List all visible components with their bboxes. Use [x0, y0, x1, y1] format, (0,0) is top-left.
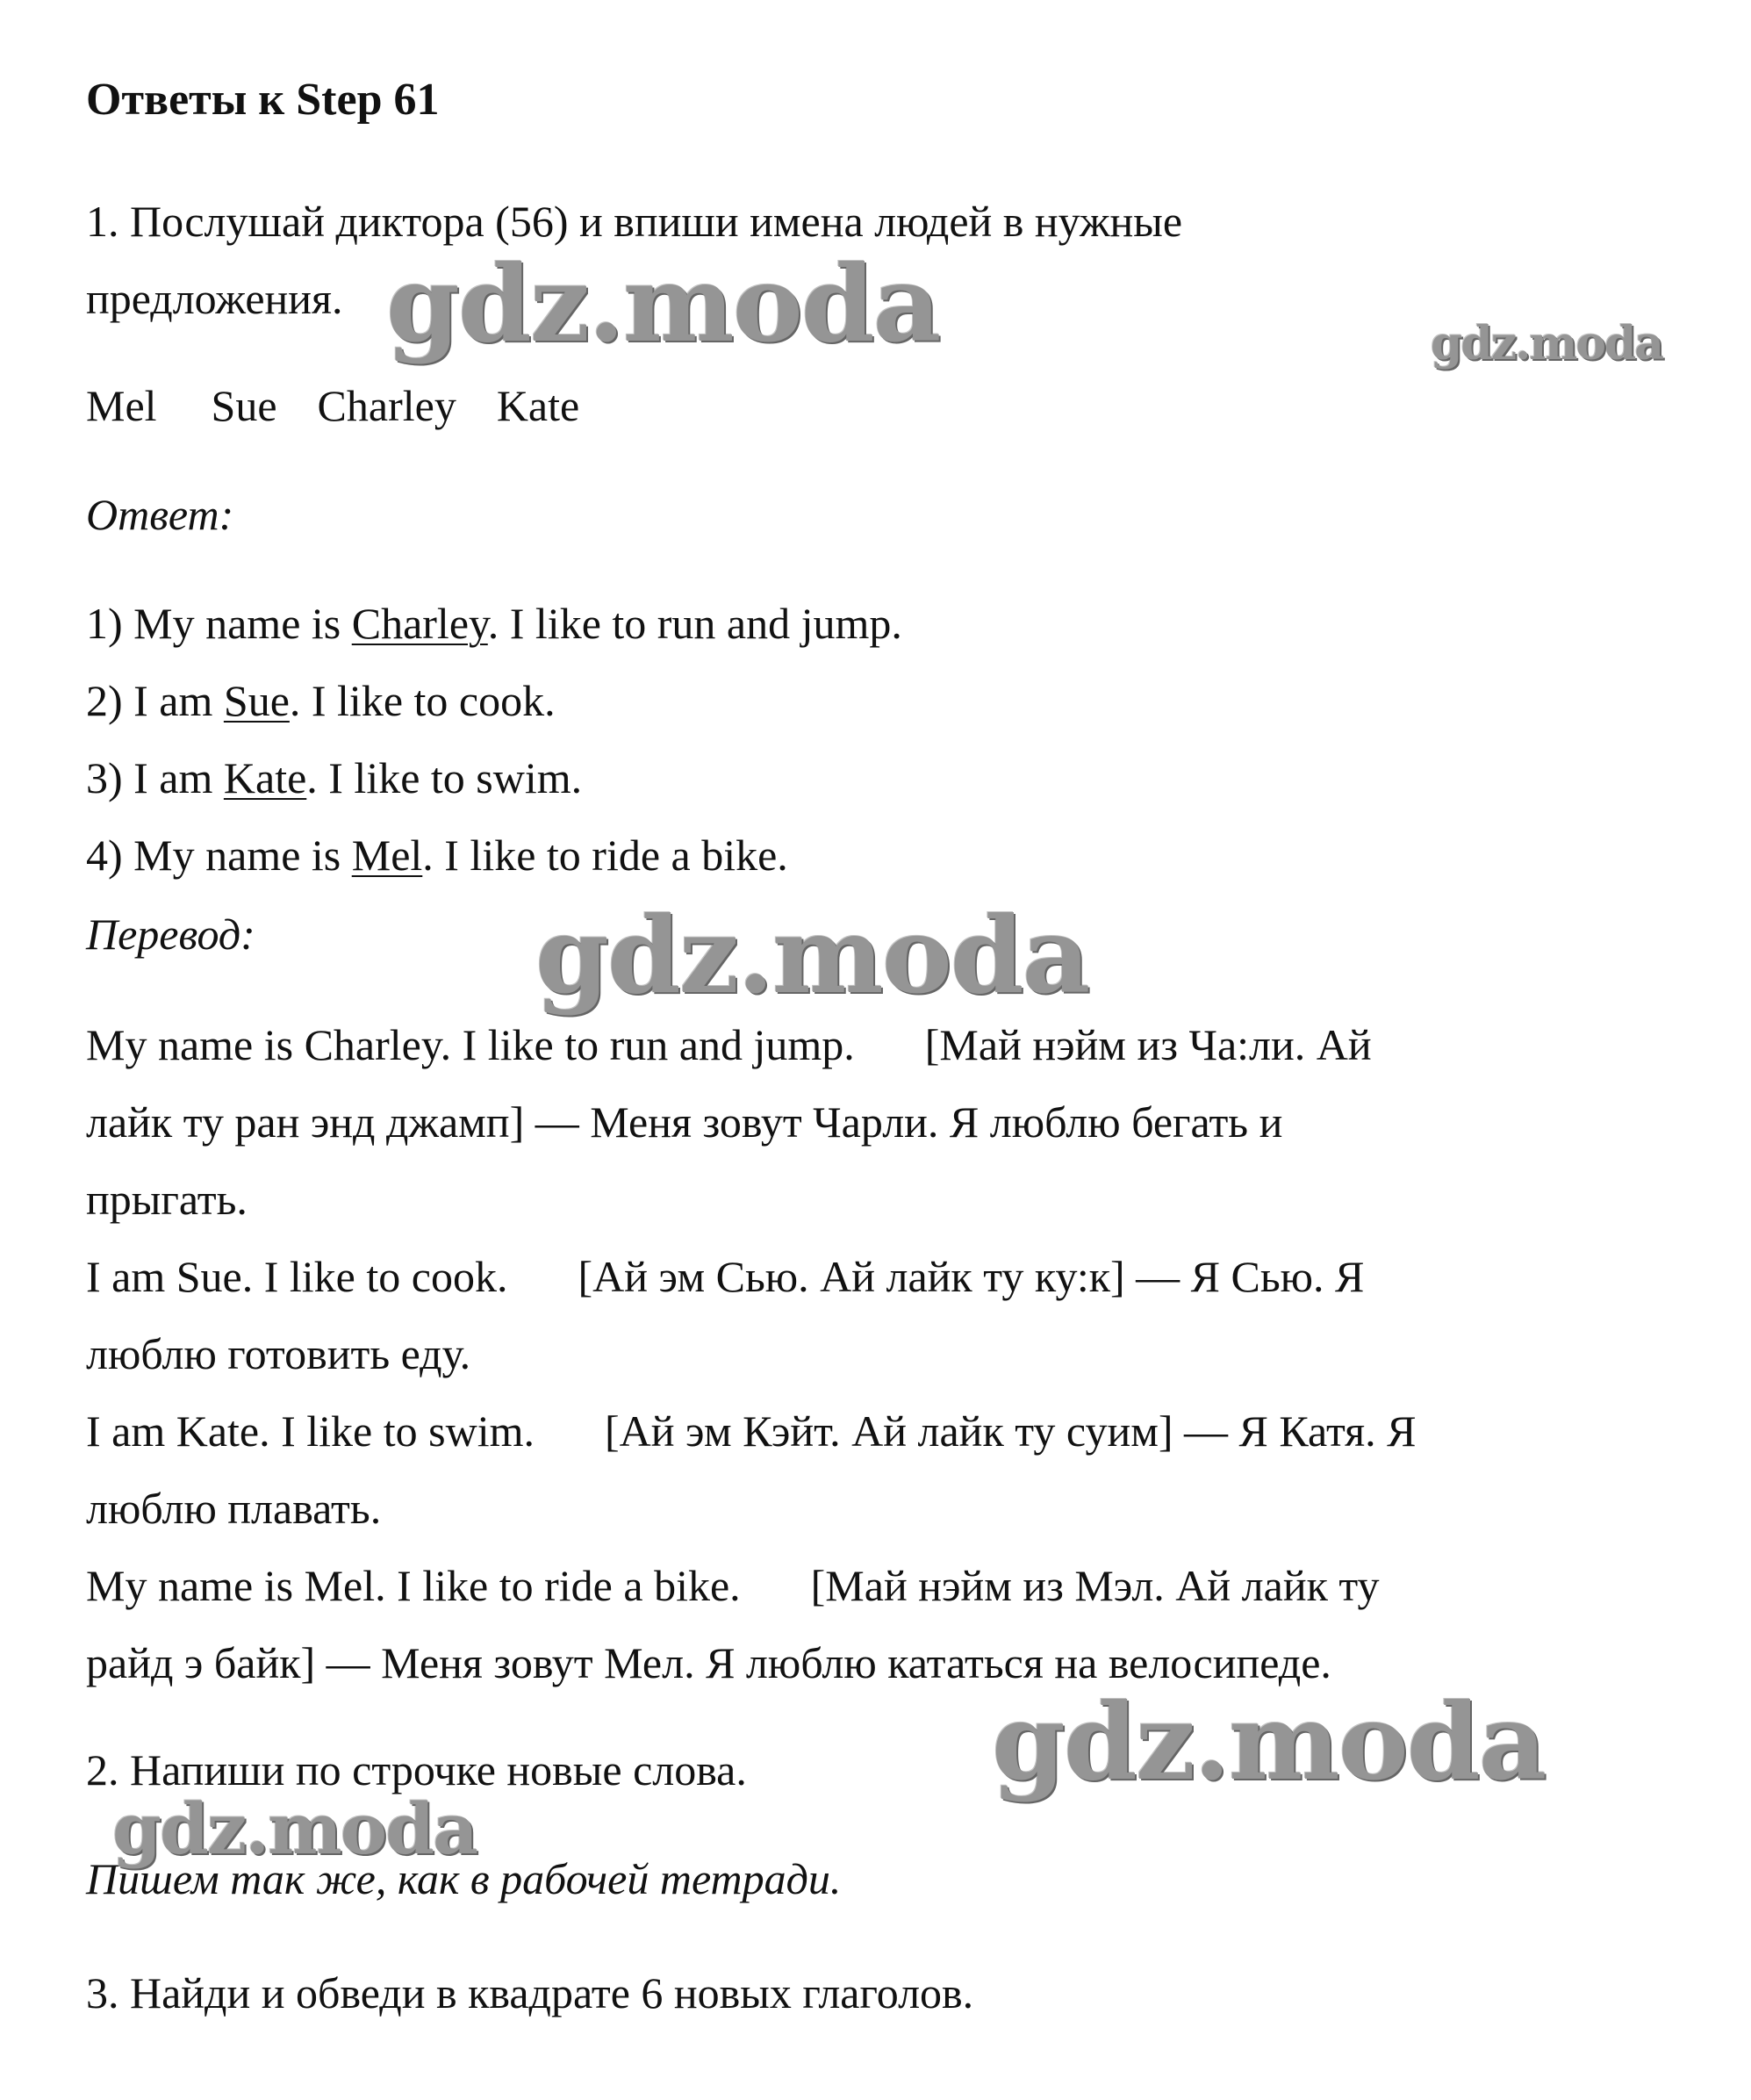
translation-line	[86, 1173, 248, 1226]
answer-name: Kate	[223, 753, 307, 802]
translation-line	[86, 1018, 1372, 1071]
watermark: gdz.moda	[112, 1787, 477, 1870]
answer-text: 4) My name is	[86, 831, 352, 880]
answer-name: Sue	[223, 676, 290, 725]
answer-line	[86, 829, 788, 881]
answer-text: . I like to ride a bike.	[422, 831, 788, 880]
translation-ru: [Май нэйм из Ча:ли. Ай	[924, 1020, 1372, 1069]
watermark: gdz.moda	[386, 242, 940, 366]
task3-prompt: 3. Найди и обведи в квадрате 6 новых глаголов.	[86, 1968, 974, 2017]
answer-text: 2) I am	[86, 676, 224, 725]
task2-answer: Пишем так же, как в рабочей тетради.	[86, 1854, 842, 1903]
answer-text: 3) I am	[86, 753, 224, 802]
answer-text: 1) My name is	[86, 599, 352, 648]
translation-label: Перевод:	[86, 910, 255, 959]
task1-prompt-line1: 1. Послушай диктора (56) и впиши имена людей в нужные	[86, 197, 1183, 246]
answer-line	[86, 752, 582, 804]
translation-ru: люблю готовить еду.	[86, 1329, 471, 1378]
name-word: Mel	[86, 381, 157, 430]
translation-line	[86, 1559, 1380, 1612]
translation-ru: прыгать.	[86, 1175, 248, 1224]
name-word: Kate	[496, 381, 580, 430]
answer-name: Charley	[351, 599, 488, 648]
name-word: Charley	[317, 381, 456, 430]
translation-line	[86, 1482, 381, 1535]
name-word: Sue	[211, 381, 277, 430]
translation-ru: [Ай эм Сью. Ай лайк ту ку:к] — Я Сью. Я	[578, 1252, 1365, 1301]
page-title: Ответы к Step 61	[86, 75, 440, 125]
translation-ru: лайк ту ран энд джамп] — Меня зовут Чарли. Я люблю бегать и	[86, 1097, 1283, 1147]
translation-en: I am Sue. I like to cook.	[86, 1252, 508, 1301]
answer-line	[86, 674, 556, 727]
answer-text: . I like to run and jump.	[487, 599, 902, 648]
answer-text: . I like to swim.	[306, 753, 583, 802]
translation-en: I am Kate. I like to swim.	[86, 1406, 535, 1456]
translation-en: My name is Mel. I like to ride a bike.	[86, 1561, 741, 1610]
translation-line	[86, 1250, 1364, 1303]
task1-prompt-line2: предложения.	[86, 274, 343, 323]
translation-ru: люблю плавать.	[86, 1484, 382, 1533]
translation-ru: [Ай эм Кэйт. Ай лайк ту суим] — Я Катя. Я	[605, 1406, 1417, 1456]
answer-name: Mel	[351, 831, 423, 880]
answer-line	[86, 597, 902, 650]
translation-en: My name is Charley. I like to run and jump.	[86, 1020, 855, 1069]
translation-ru: [Май нэйм из Мэл. Ай лайк ту	[810, 1561, 1380, 1610]
watermark: gdz.moda	[992, 1680, 1546, 1804]
answer-text: . I like to cook.	[289, 676, 556, 725]
task2-prompt: 2. Напиши по строчке новые слова.	[86, 1745, 747, 1794]
answer-label: Ответ:	[86, 490, 234, 539]
watermark: gdz.moda	[1431, 317, 1663, 370]
watermark: gdz.moda	[535, 894, 1089, 1018]
translation-line	[86, 1405, 1417, 1457]
translation-line	[86, 1096, 1282, 1148]
name-list	[86, 379, 579, 432]
translation-ru: райд э байк] — Меня зовут Мел. Я люблю кататься на велосипеде.	[86, 1638, 1331, 1687]
translation-line	[86, 1327, 470, 1380]
